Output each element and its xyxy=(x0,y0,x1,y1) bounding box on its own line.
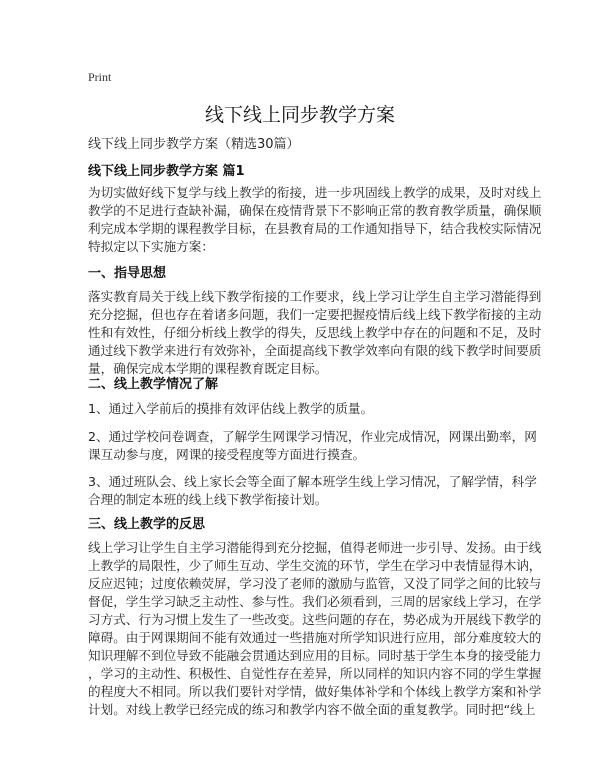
section-heading: 三、线上教学的反思 xyxy=(88,517,206,532)
text-line: 通过线下教学来进行有效弥补，全面提高线下教学效率向有限的线下教学时间要质 xyxy=(88,343,542,358)
document-title: 线下线上同步教学方案 xyxy=(204,104,395,126)
text-line: 利完成本学期的课程教学目标，在县教育局的工作通知指导下，结合我校实际情况 xyxy=(88,221,542,236)
text-line: 1、通过入学前后的摸排有效评估线上教学的质量。 xyxy=(88,401,374,416)
list-item xyxy=(88,400,373,418)
text-line: 2、通过学校问卷调查，了解学生网课学习情况，作业完成情况，网课出勤率，网 xyxy=(88,429,537,444)
text-line: 知识理解不到位导致不能融会贯通达到应用的目标。同时基于学生本身的接受能力 xyxy=(88,648,542,663)
text-line: 特拟定以下实施方案： xyxy=(88,239,214,254)
intro-paragraph xyxy=(88,184,541,256)
section-heading: 一、指导思想 xyxy=(88,266,167,281)
print-label[interactable]: Print xyxy=(88,70,112,84)
text-line: ，学习的主动性、积极性、自觉性存在差异，所以同样的知识内容不同的学生掌握 xyxy=(88,666,542,681)
section1-paragraph xyxy=(88,288,541,378)
text-line: 量，确保完成本学期的课程教育既定目标。 xyxy=(88,361,328,376)
text-line: 教学的不足进行查缺补漏，确保在疫情背景下不影响正常的教育教学质量，确保顺 xyxy=(88,203,542,218)
article-heading: 线下线上同步教学方案 篇1 xyxy=(88,164,245,179)
section3-paragraph xyxy=(88,539,541,719)
text-line: 课互动参与度，网课的接受程度等方面进行摸查。 xyxy=(88,447,366,462)
text-line: 计划。对线上教学已经完成的练习和教学内容不做全面的重复教学。同时把“线上 xyxy=(88,702,536,717)
text-line: 上教学的局限性，少了师生互动、学生交流的环节，学生在学习中表情显得木讷， xyxy=(88,558,542,573)
text-line: 性和有效性，仔细分析线上教学的得失，反思线上教学中存在的问题和不足，及时 xyxy=(88,325,542,340)
text-line: 反应迟钝；过度依赖荧屏，学习没了老师的激励与监管，又没了同学之间的比较与 xyxy=(88,576,542,591)
section-heading: 二、线上教学情况了解 xyxy=(88,377,219,392)
text-line: 3、通过班队会、线上家长会等全面了解本班学生线上学习情况，了解学情，科学 xyxy=(88,474,537,489)
text-line: 充分挖掘，但也存在着诸多问题，我们一定要把握疫情后线上线下教学衔接的主动 xyxy=(88,307,542,322)
list-item xyxy=(88,428,537,464)
text-line: 合理的制定本班的线上线下教学衔接计划。 xyxy=(88,492,328,507)
text-line: 习方式、行为习惯上发生了一些改变。这些问题的存在，势必成为开展线下教学的 xyxy=(88,612,542,627)
list-item xyxy=(88,473,537,509)
text-line: 线上学习让学生自主学习潜能得到充分挖掘，值得老师进一步引导、发扬。由于线 xyxy=(88,540,542,555)
text-line: 为切实做好线下复学与线上教学的衔接，进一步巩固线上教学的成果，及时对线上 xyxy=(88,185,542,200)
text-line: 障碍。由于网课期间不能有效通过一些措施对所学知识进行应用，部分难度较大的 xyxy=(88,630,542,645)
text-line: 的程度大不相同。所以我们要针对学情，做好集体补学和个体线上教学方案和补学 xyxy=(88,684,542,699)
text-line: 督促，学生学习缺乏主动性、参与性。我们必须看到，三周的居家线上学习，在学 xyxy=(88,594,542,609)
text-line: 落实教育局关于线上线下教学衔接的工作要求，线上学习让学生自主学习潜能得到 xyxy=(88,289,542,304)
document-subtitle: 线下线上同步教学方案（精选30篇） xyxy=(88,137,300,152)
